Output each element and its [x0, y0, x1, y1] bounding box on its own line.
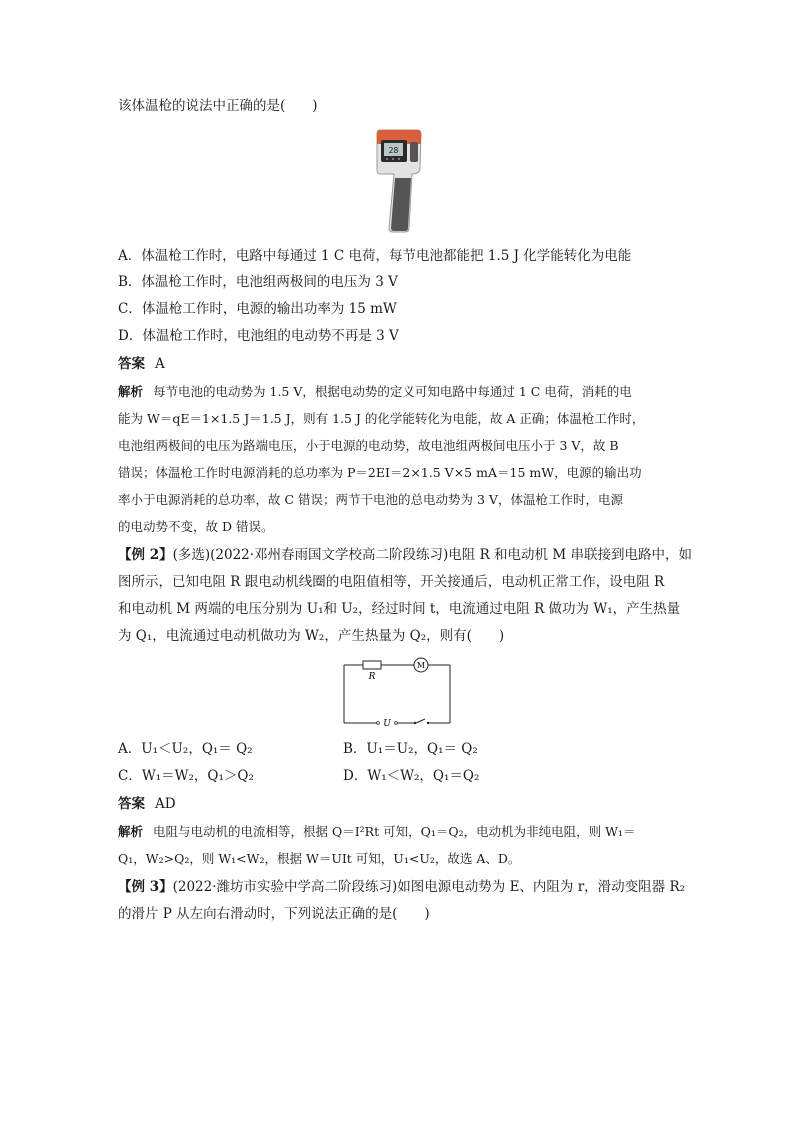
q1-stem: 该体温枪的说法中正确的是( ) [118, 98, 318, 114]
ex2-analysis-line-1 [118, 823, 635, 841]
ex2-stem-line-4: 为 Q₁，电流通过电动机做功为 W₂，产生热量为 Q₂，则有( ) [118, 628, 505, 644]
ex2-stem-line-1 [118, 546, 692, 564]
ex2-stem-line-2: 图所示，已知电阻 R 跟电动机线圈的电阻值相等，开关接通后，电动机正常工作，设电阻 R [118, 574, 665, 590]
ex2-option-a: A．U₁＜U₂，Q₁＝ Q₂ [118, 741, 253, 757]
q1-option-a: A．体温枪工作时，电路中每通过 1 C 电荷，每节电池都能把 1.5 J 化学能转化为电能 [118, 248, 632, 264]
q1-option-c: C．体温枪工作时，电源的输出功率为 15 mW [118, 301, 397, 317]
ex3-stem-line-2: 的滑片 P 从左向右滑动时，下列说法正确的是( ) [118, 906, 430, 922]
ex2-options-row-2 [118, 767, 254, 785]
source-label: U [383, 719, 391, 729]
resistor-symbol [363, 661, 381, 669]
ex3-tag: 【例 3】 [118, 879, 173, 895]
q1-analysis-line-2: 能为 W＝qE＝1×1.5 J＝1.5 J，则有 1.5 J 的化学能转化为电能，故 A 正确；体温枪工作时， [118, 411, 645, 426]
ex2-analysis-line-2: Q₁，W₂>Q₂，则 W₁<W₂，根据 W＝UIt 可知，U₁<U₂，故选 A、D。 [118, 851, 521, 866]
q1-analysis-line-3: 电池组两极间的电压为路端电压，小于电源的电动势，故电池组两极间电压小于 3 V，故 B [118, 438, 619, 453]
ex2-option-d: D．W₁＜W₂，Q₁＝Q₂ [343, 768, 480, 784]
ex2-option-b: B．U₁＝U₂，Q₁＝ Q₂ [343, 741, 478, 757]
q1-answer-label: 答案 [118, 356, 145, 372]
motor-label: M [416, 661, 426, 670]
resistor-label: R [368, 672, 376, 682]
q1-analysis-line-1 [118, 383, 632, 401]
ex2-option-c: C．W₁＝W₂，Q₁＞Q₂ [118, 768, 254, 784]
ex2-answer-row [118, 795, 176, 813]
q1-option-d: D．体温枪工作时，电池组的电动势不再是 3 V [118, 328, 399, 344]
infrared-thermometer-image [374, 128, 424, 234]
circuit-diagram [338, 657, 456, 729]
ex2-tag: 【例 2】 [118, 547, 173, 563]
q1-answer-value: A [155, 356, 165, 372]
ex2-answer-value: AD [155, 796, 176, 812]
q1-analysis-line-5: 率小于电源消耗的总功率，故 C 错误；两节干电池的总电动势为 3 V，体温枪工作时，电源 [118, 492, 623, 507]
ex2-options-row-1 [118, 740, 253, 758]
ex2-analysis-text-1: 电阻与电动机的电流相等，根据 Q＝I²Rt 可知，Q₁＝Q₂，电动机为非纯电阻，则 W₁＝ [153, 824, 636, 839]
q1-analysis-line-4: 错误；体温枪工作时电源消耗的总功率为 P＝2EI＝2×1.5 V×5 mA＝15 mW，电源的输出功 [118, 465, 642, 480]
ex2-stem-text-1: (多选)(2022·邓州春雨国文学校高二阶段练习)电阻 R 和电动机 M 串联接到电路中，如 [172, 547, 692, 563]
q1-analysis-label: 解析 [118, 384, 144, 399]
ex2-answer-label: 答案 [118, 796, 145, 812]
q1-option-b: B．体温枪工作时，电池组两极间的电压为 3 V [118, 274, 398, 290]
thermometer-screen-reading: 28 [388, 146, 399, 155]
q1-analysis-text-1: 每节电池的电动势为 1.5 V，根据电动势的定义可知电路中每通过 1 C 电荷，消耗的电 [153, 384, 632, 399]
ex3-stem-line-1 [118, 878, 685, 896]
q1-analysis-line-6: 的电动势不变，故 D 错误。 [118, 519, 274, 534]
ex2-stem-line-3: 和电动机 M 两端的电压分别为 U₁和 U₂，经过时间 t，电流通过电阻 R 做功为 W₁，产生热量 [118, 601, 681, 617]
ex3-stem-text-1: (2022·潍坊市实验中学高二阶段练习)如图电源电动势为 E、内阻为 r，滑动变阻器 R₂ [172, 879, 686, 895]
q1-answer-row [118, 355, 165, 373]
ex2-analysis-label: 解析 [118, 824, 144, 839]
